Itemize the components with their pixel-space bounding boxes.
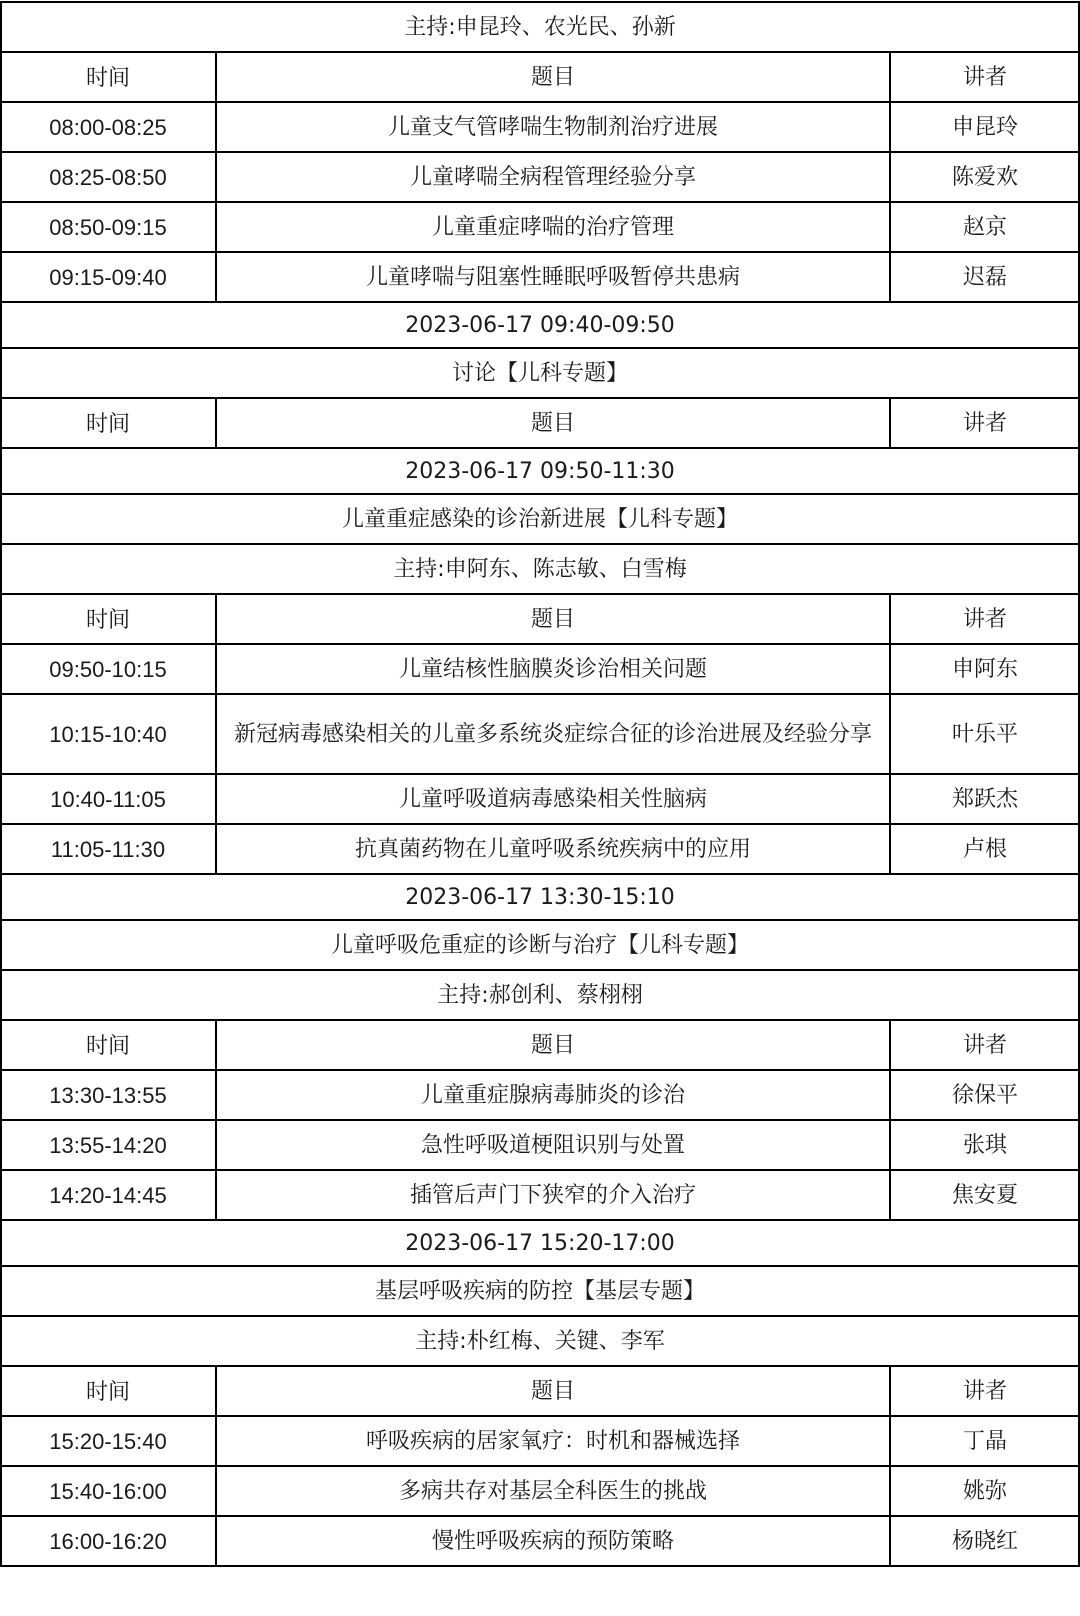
- time-cell: 15:40-16:00: [49, 1478, 167, 1504]
- table-row: [0, 152, 1080, 202]
- speaker-cell: 申阿东: [951, 656, 1018, 682]
- table-row: [0, 774, 1080, 824]
- column-divider: [889, 644, 891, 694]
- header-time: 时间: [85, 1032, 130, 1058]
- column-divider: [889, 1120, 891, 1170]
- header-speaker: 讲者: [962, 1032, 1007, 1058]
- time-cell: 16:00-16:20: [49, 1528, 167, 1554]
- column-divider: [215, 102, 217, 152]
- header-speaker: 讲者: [962, 410, 1007, 436]
- column-divider: [215, 694, 217, 774]
- time-cell: 08:25-08:50: [49, 164, 167, 190]
- column-divider: [889, 1516, 891, 1566]
- column-divider: [889, 1416, 891, 1466]
- section-row: [0, 494, 1080, 544]
- section-label: 主持:申阿东、陈志敏、白雪梅: [393, 556, 687, 582]
- speaker-cell: 叶乐平: [951, 721, 1018, 747]
- time-cell: 10:15-10:40: [49, 721, 167, 747]
- section-label: 儿童呼吸危重症的诊断与治疗【儿科专题】: [330, 932, 749, 958]
- header-title: 题目: [530, 1032, 575, 1058]
- title-cell: 儿童哮喘全病程管理经验分享: [409, 164, 696, 190]
- section-row: [0, 544, 1080, 594]
- column-divider: [215, 152, 217, 202]
- column-divider: [215, 1516, 217, 1566]
- header-time: 时间: [85, 606, 130, 632]
- title-cell: 儿童支气管哮喘生物制剂治疗进展: [387, 114, 718, 140]
- header-title: 题目: [530, 606, 575, 632]
- title-cell: 急性呼吸道梗阻识别与处置: [420, 1132, 685, 1158]
- title-cell: 抗真菌药物在儿童呼吸系统疾病中的应用: [354, 836, 751, 862]
- title-cell: 呼吸疾病的居家氧疗：时机和器械选择: [365, 1428, 740, 1454]
- title-cell: 儿童呼吸道病毒感染相关性脑病: [398, 786, 707, 812]
- speaker-cell: 卢根: [962, 836, 1007, 862]
- column-divider: [889, 152, 891, 202]
- header-time: 时间: [85, 1378, 130, 1404]
- section-label: 主持:朴红梅、关键、李军: [415, 1328, 665, 1354]
- column-divider: [215, 774, 217, 824]
- time-cell: 15:20-15:40: [49, 1428, 167, 1454]
- header-speaker: 讲者: [962, 64, 1007, 90]
- section-row: [0, 920, 1080, 970]
- column-header-row: [0, 398, 1080, 448]
- speaker-cell: 姚弥: [962, 1478, 1007, 1504]
- header-title: 题目: [530, 64, 575, 90]
- time-cell: 09:50-10:15: [49, 656, 167, 682]
- time-cell: 08:50-09:15: [49, 214, 167, 240]
- header-speaker: 讲者: [962, 1378, 1007, 1404]
- column-divider: [215, 1120, 217, 1170]
- title-cell: 新冠病毒感染相关的儿童多系统炎症综合征的诊治进展及经验分享: [233, 721, 872, 747]
- section-row: [0, 348, 1080, 398]
- outer-border: [0, 1, 2, 1567]
- column-divider: [215, 1366, 217, 1416]
- section-label: 2023-06-17 09:40-09:50: [405, 312, 675, 338]
- column-divider: [215, 1416, 217, 1466]
- section-label: 2023-06-17 13:30-15:10: [405, 884, 675, 910]
- table-row: [0, 252, 1080, 302]
- column-divider: [215, 1170, 217, 1220]
- speaker-cell: 迟磊: [962, 264, 1007, 290]
- table-row: [0, 202, 1080, 252]
- header-title: 题目: [530, 410, 575, 436]
- table-row: [0, 1466, 1080, 1516]
- column-divider: [889, 824, 891, 874]
- table-row: [0, 644, 1080, 694]
- header-time: 时间: [85, 64, 130, 90]
- section-row: [0, 1266, 1080, 1316]
- title-cell: 慢性呼吸疾病的预防策略: [431, 1528, 674, 1554]
- time-cell: 08:00-08:25: [49, 114, 167, 140]
- table-row: [0, 102, 1080, 152]
- table-row: [0, 694, 1080, 774]
- table-row: [0, 1170, 1080, 1220]
- speaker-cell: 申昆玲: [951, 114, 1018, 140]
- title-cell: 儿童重症哮喘的治疗管理: [431, 214, 674, 240]
- section-row: [0, 448, 1080, 494]
- column-header-row: [0, 1020, 1080, 1070]
- column-divider: [215, 1466, 217, 1516]
- column-divider: [215, 398, 217, 448]
- column-divider: [889, 774, 891, 824]
- time-cell: 13:55-14:20: [49, 1132, 167, 1158]
- column-divider: [215, 252, 217, 302]
- speaker-cell: 陈爱欢: [951, 164, 1018, 190]
- column-header-row: [0, 594, 1080, 644]
- time-cell: 09:15-09:40: [49, 264, 167, 290]
- column-divider: [215, 1020, 217, 1070]
- table-row: [0, 1120, 1080, 1170]
- title-cell: 多病共存对基层全科医生的挑战: [398, 1478, 707, 1504]
- section-row: [0, 1316, 1080, 1366]
- column-divider: [889, 1366, 891, 1416]
- title-cell: 儿童哮喘与阻塞性睡眠呼吸暂停共患病: [365, 264, 740, 290]
- column-divider: [215, 52, 217, 102]
- title-cell: 插管后声门下狭窄的介入治疗: [409, 1182, 696, 1208]
- column-divider: [215, 1070, 217, 1120]
- speaker-cell: 赵京: [962, 214, 1007, 240]
- column-divider: [889, 252, 891, 302]
- column-divider: [889, 102, 891, 152]
- column-divider: [889, 398, 891, 448]
- time-cell: 10:40-11:05: [50, 786, 166, 812]
- speaker-cell: 焦安夏: [951, 1182, 1018, 1208]
- section-row: [0, 302, 1080, 348]
- time-cell: 11:05-11:30: [50, 836, 166, 862]
- section-label: 主持:申昆玲、农光民、孙新: [404, 14, 676, 40]
- column-divider: [889, 694, 891, 774]
- section-row: [0, 970, 1080, 1020]
- speaker-cell: 郑跃杰: [951, 786, 1018, 812]
- column-header-row: [0, 52, 1080, 102]
- column-divider: [889, 1466, 891, 1516]
- section-label: 儿童重症感染的诊治新进展【儿科专题】: [341, 506, 738, 532]
- table-row: [0, 1416, 1080, 1466]
- header-time: 时间: [85, 410, 130, 436]
- column-divider: [889, 202, 891, 252]
- section-label: 2023-06-17 09:50-11:30: [405, 458, 675, 484]
- column-header-row: [0, 1366, 1080, 1416]
- column-divider: [215, 202, 217, 252]
- column-divider: [215, 824, 217, 874]
- table-row: [0, 824, 1080, 874]
- section-label: 讨论【儿科专题】: [451, 360, 628, 386]
- title-cell: 儿童重症腺病毒肺炎的诊治: [420, 1082, 685, 1108]
- time-cell: 14:20-14:45: [49, 1182, 167, 1208]
- column-divider: [889, 1020, 891, 1070]
- speaker-cell: 徐保平: [951, 1082, 1018, 1108]
- table-row: [0, 1516, 1080, 1566]
- time-cell: 13:30-13:55: [49, 1082, 167, 1108]
- section-label: 主持:郝创利、蔡栩栩: [437, 982, 643, 1008]
- section-row: [0, 874, 1080, 920]
- section-label: 基层呼吸疾病的防控【基层专题】: [374, 1278, 705, 1304]
- column-divider: [215, 644, 217, 694]
- column-divider: [889, 52, 891, 102]
- header-title: 题目: [530, 1378, 575, 1404]
- speaker-cell: 杨晓红: [951, 1528, 1018, 1554]
- table-row: [0, 1070, 1080, 1120]
- speaker-cell: 张琪: [962, 1132, 1007, 1158]
- section-label: 2023-06-17 15:20-17:00: [405, 1230, 675, 1256]
- header-speaker: 讲者: [962, 606, 1007, 632]
- section-row: [0, 2, 1080, 52]
- title-cell: 儿童结核性脑膜炎诊治相关问题: [398, 656, 707, 682]
- section-row: [0, 1220, 1080, 1266]
- column-divider: [215, 594, 217, 644]
- column-divider: [889, 1070, 891, 1120]
- row-divider: [0, 1565, 1080, 1567]
- column-divider: [889, 594, 891, 644]
- speaker-cell: 丁晶: [962, 1428, 1007, 1454]
- column-divider: [889, 1170, 891, 1220]
